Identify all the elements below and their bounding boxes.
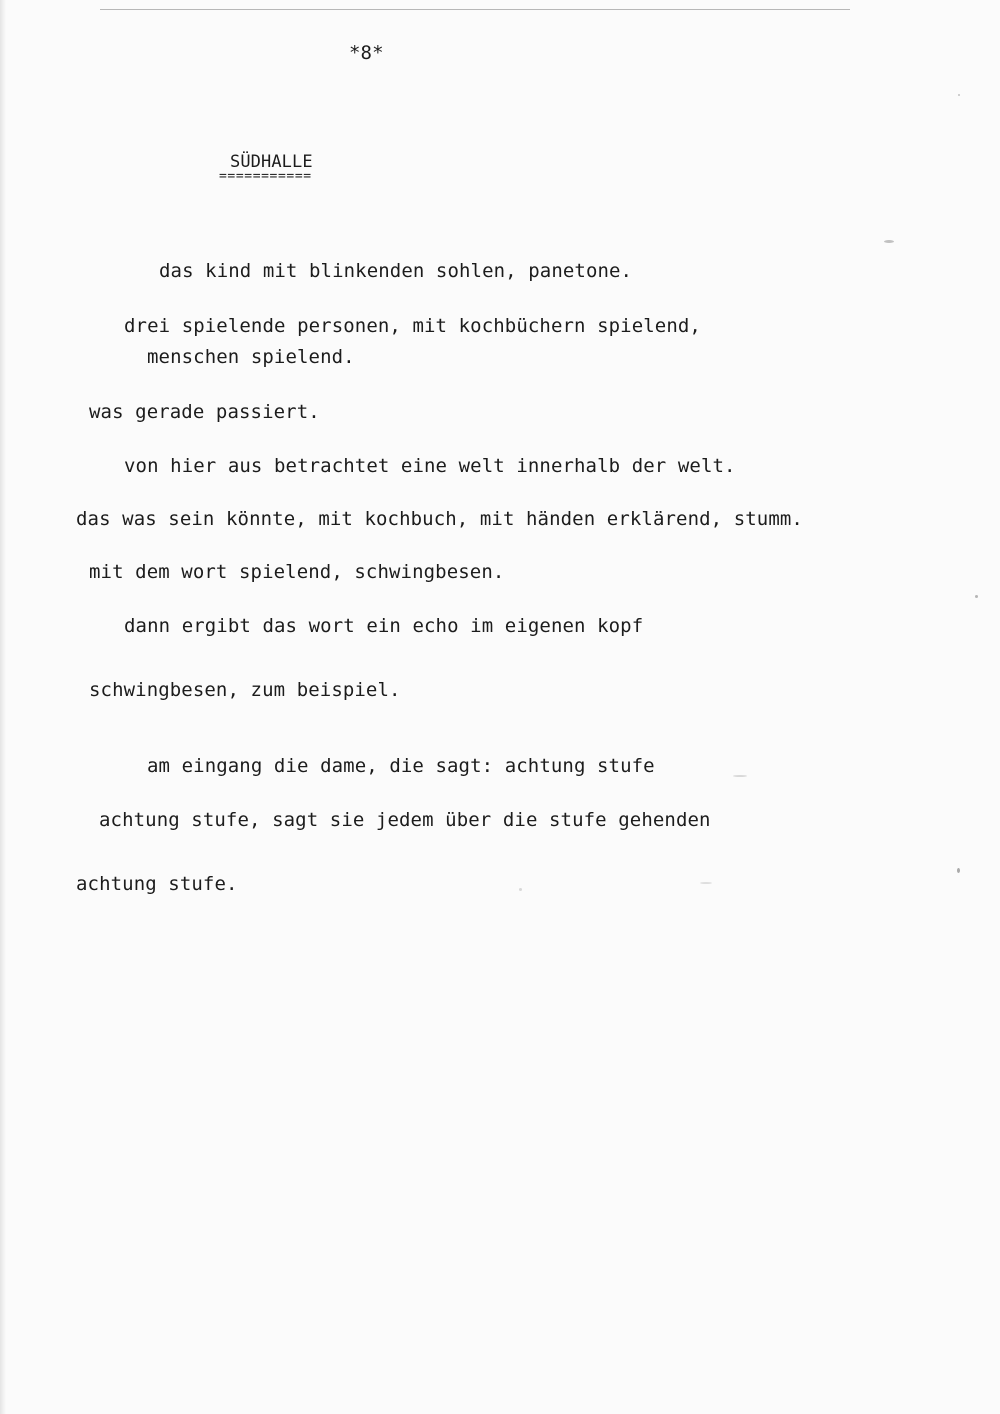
text-line: am eingang die dame, die sagt: achtung stufe: [147, 755, 655, 777]
paper-speck: [884, 240, 894, 243]
text-line: drei spielende personen, mit kochbüchern spielend,: [124, 315, 701, 337]
paper-speck: [700, 882, 712, 884]
paper-speck: [975, 595, 978, 598]
text-line: von hier aus betrachtet eine welt innerhalb der welt.: [124, 455, 736, 477]
text-line: das kind mit blinkenden sohlen, panetone.: [159, 260, 633, 282]
text-line: dann ergibt das wort ein echo im eigenen kopf: [124, 615, 644, 637]
page-title: SÜDHALLE: [230, 152, 313, 172]
paper-speck: [958, 94, 960, 96]
text-line: schwingbesen, zum beispiel.: [89, 679, 401, 701]
paper-speck: [957, 868, 960, 873]
page-edge-shadow: [0, 0, 6, 1414]
page-top-edge: [100, 9, 850, 10]
text-line: achtung stufe, sagt sie jedem über die stufe gehenden: [99, 809, 711, 831]
text-line: mit dem wort spielend, schwingbesen.: [89, 561, 505, 583]
title-underline: ===========: [219, 169, 312, 184]
paper-speck: [733, 775, 747, 777]
text-line: menschen spielend.: [147, 346, 355, 368]
paper-speck: [519, 888, 522, 891]
page-number: *8*: [349, 42, 384, 64]
text-line: das was sein könnte, mit kochbuch, mit händen erklärend, stumm.: [76, 508, 803, 530]
text-line: achtung stufe.: [76, 873, 238, 895]
text-line: was gerade passiert.: [89, 401, 320, 423]
